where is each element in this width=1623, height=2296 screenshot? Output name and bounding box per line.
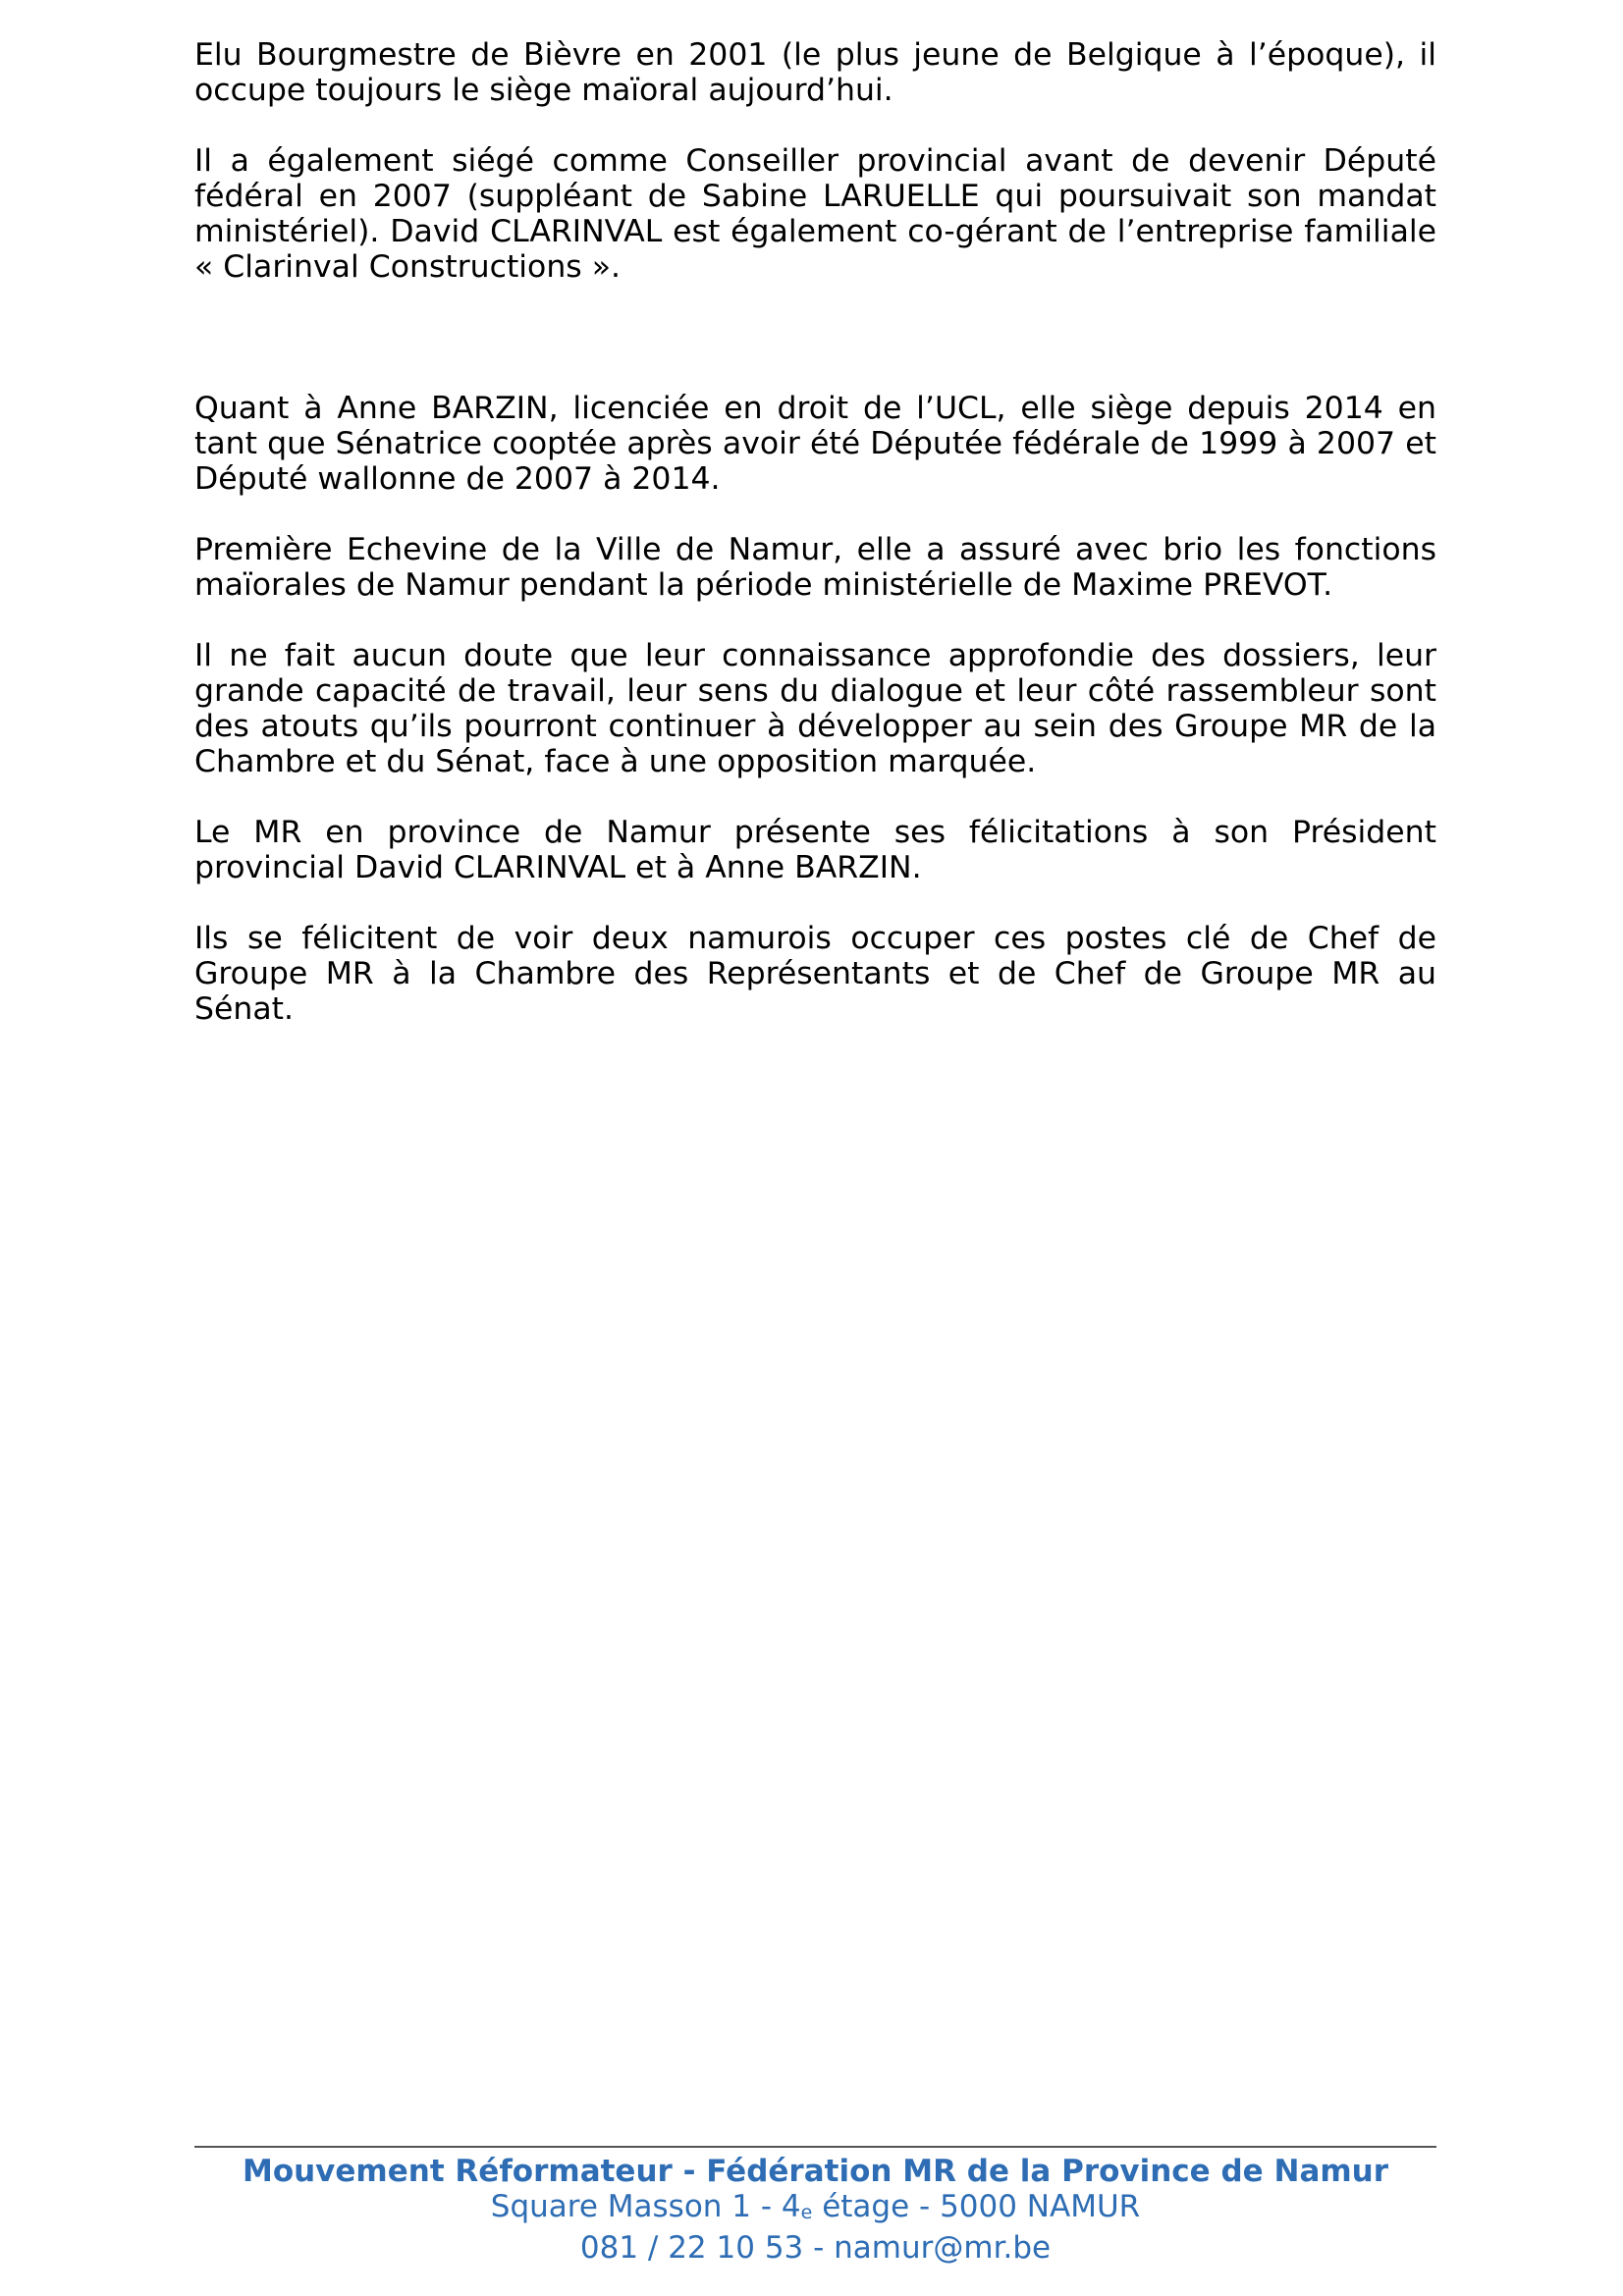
footer-organization: Mouvement Réformateur - Fédération MR de la Province de Namur bbox=[242, 2154, 1389, 2189]
footer-address-street: Square Masson 1 - 4 bbox=[490, 2189, 801, 2224]
section-spacer bbox=[194, 285, 1436, 391]
paragraph-competences: Il ne fait aucun doute que leur connaissance approfondie des dossiers, leur grande capacité de travail, leur sens du dialogue et leur côté rassembleur sont des atouts qu’ils pourront continuer à développer au sein des Groupe MR de la Chambre et du Sénat, face à une opposition marquée. bbox=[194, 638, 1436, 779]
paragraph-chefs-de-groupe: Ils se félicitent de voir deux namurois occuper ces postes clé de Chef de Groupe MR à la Chambre des Représentants et de Chef de Groupe MR au Sénat. bbox=[194, 921, 1436, 1027]
paragraph-spacer bbox=[194, 779, 1436, 815]
paragraph-anne-barzin: Quant à Anne BARZIN, licenciée en droit de l’UCL, elle siège depuis 2014 en tant que Sénatrice cooptée après avoir été Députée fédérale de 1999 à 2007 et Député wallonne de 2007 à 2014. bbox=[194, 391, 1436, 497]
paragraph-felicitations: Le MR en province de Namur présente ses félicitations à son Président provincial David CLARINVAL et à Anne BARZIN. bbox=[194, 815, 1436, 885]
paragraph-spacer bbox=[194, 108, 1436, 143]
paragraph-bourgmestre: Elu Bourgmestre de Bièvre en 2001 (le plus jeune de Belgique à l’époque), il occupe toujours le siège maïoral aujourd’hui. bbox=[194, 37, 1436, 108]
page-footer bbox=[194, 2146, 1436, 2266]
paragraph-spacer bbox=[194, 603, 1436, 638]
footer-contact: 081 / 22 10 53 - namur@mr.be bbox=[579, 2230, 1052, 2266]
paragraph-spacer bbox=[194, 885, 1436, 921]
paragraph-depute-federal: Il a également siégé comme Conseiller provincial avant de devenir Député fédéral en 2007 (suppléant de Sabine LARUELLE qui poursuivait son mandat ministériel). David CLARINVAL est également co-gérant de l’entreprise familiale « Clarinval Constructions ». bbox=[194, 143, 1436, 285]
footer-address-city: étage - 5000 NAMUR bbox=[812, 2189, 1141, 2224]
footer-address-floor-suffix: e bbox=[800, 2202, 813, 2223]
footer-divider bbox=[194, 2146, 1436, 2148]
document-body bbox=[194, 37, 1436, 1027]
footer-address bbox=[194, 2189, 1436, 2230]
paragraph-spacer bbox=[194, 497, 1436, 532]
paragraph-premiere-echevine: Première Echevine de la Ville de Namur, elle a assuré avec brio les fonctions maïorales de Namur pendant la période ministérielle de Maxime PREVOT. bbox=[194, 532, 1436, 603]
